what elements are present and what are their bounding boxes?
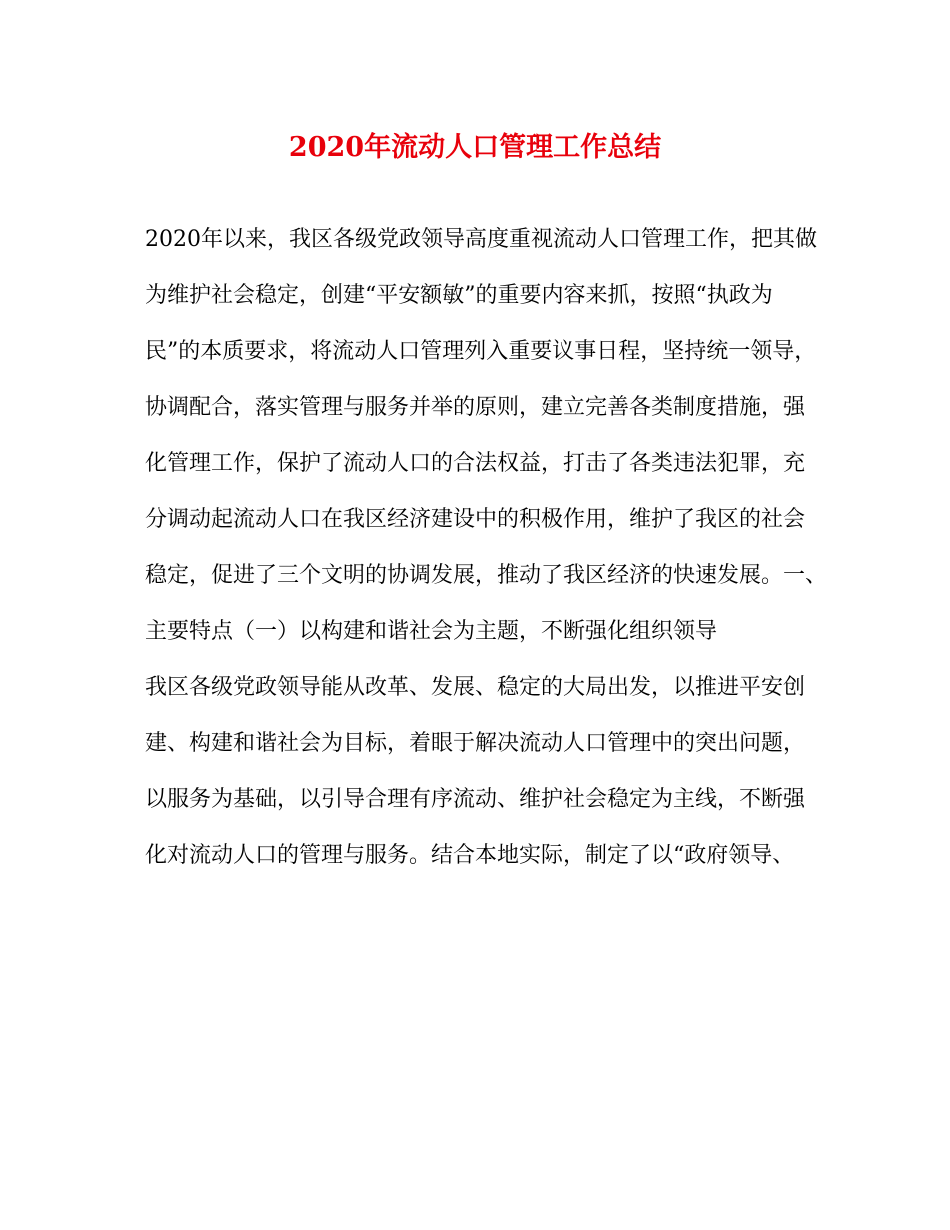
body-line: 我区各级党政领导能从改革、发展、稳定的大局出发，以推进平安创 xyxy=(145,675,806,700)
document-title: 2020年流动人口管理工作总结 xyxy=(288,132,662,163)
body-line: 以服务为基础，以引导合理有序流动、维护社会稳定为主线，不断强 xyxy=(145,787,806,812)
body-line: 建、构建和谐社会为目标，着眼于解决流动人口管理中的突出问题， xyxy=(145,731,806,756)
body-line: 2020年以来，我区各级党政领导高度重视流动人口管理工作，把其做 xyxy=(145,227,817,252)
body-line: 为维护社会稳定，创建“平安额敏”的重要内容来抓，按照“执政为 xyxy=(145,283,773,308)
body-line: 协调配合，落实管理与服务并举的原则，建立完善各类制度措施，强 xyxy=(145,395,806,420)
document-body xyxy=(145,212,828,884)
body-line: 主要特点（一）以构建和谐社会为主题，不断强化组织领导 xyxy=(145,619,718,644)
body-line: 分调动起流动人口在我区经济建设中的积极作用，维护了我区的社会 xyxy=(145,507,806,532)
body-line: 民”的本质要求，将流动人口管理列入重要议事日程，坚持统一领导， xyxy=(145,339,817,364)
body-line: 化对流动人口的管理与服务。结合本地实际，制定了以“政府领导、 xyxy=(145,843,795,868)
body-line: 稳定，促进了三个文明的协调发展，推动了我区经济的快速发展。一、 xyxy=(145,563,828,588)
body-line: 化管理工作，保护了流动人口的合法权益，打击了各类违法犯罪，充 xyxy=(145,451,806,476)
